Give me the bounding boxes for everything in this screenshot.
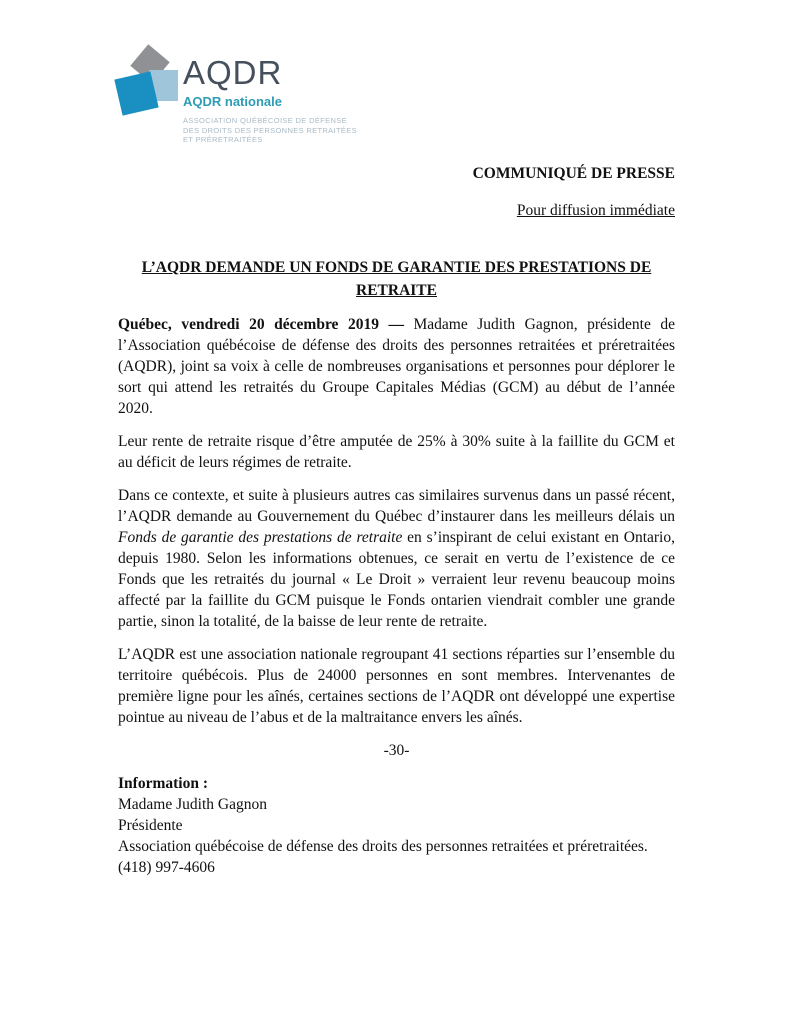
paragraph-text: Dans ce contexte, et suite à plusieurs autres cas similaires survenus dans un passé récent, l’AQDR demande au Gouvernement du Québec d’instaurer dans les meilleurs délais un xyxy=(118,487,675,525)
fund-name-italic: Fonds de garantie des prestations de retraite xyxy=(118,529,403,546)
logo-tagline-line: ET PRÉRETRAITÉES xyxy=(183,135,263,144)
end-of-release-mark: -30- xyxy=(383,742,410,759)
logo-tagline xyxy=(183,116,357,145)
contact-block xyxy=(118,773,675,878)
headline: L’AQDR DEMANDE UN FONDS DE GARANTIE DES PRESTATIONS DE RETRAITE xyxy=(141,259,652,299)
logo-tagline-line: DES DROITS DES PERSONNES RETRAITÉES xyxy=(183,125,357,135)
paragraph-text: en s’inspirant de celui existant en Ontario, depuis 1980. Selon les informations obtenues, ce serait en vertu de l’existence de ce Fonds que les retraités du journal « Le Droit » verraient leur revenu beaucoup moins affecté par la faillite du GCM puisque le Fonds ontarien viendrait combler une grande partie, sinon la totalité, de la baisse de leur rente de retraite. xyxy=(118,529,675,630)
body-paragraph-3 xyxy=(118,485,675,632)
logo-blue-square-icon xyxy=(114,71,158,115)
contact-phone: (418) 997-4606 xyxy=(118,859,215,876)
logo-subtitle: AQDR nationale xyxy=(183,94,282,109)
body-paragraph-2: Leur rente de retraite risque d’être amputée de 25% à 30% suite à la faillite du GCM et au déficit de leurs régimes de retraite. xyxy=(118,433,675,471)
logo-tagline-line: ASSOCIATION QUÉBÉCOISE DE DÉFENSE xyxy=(183,116,347,125)
paragraph-text: Madame Judith Gagnon, présidente de l’Association québécoise de défense des droits des personnes retraitées et préretraitées (AQDR), joint sa voix à celle de nombreuses organisations et personnes pour déplorer le sort qui attend les retraités du Groupe Capitales Médias (GCM) au début de l’année 2020. xyxy=(118,316,675,417)
contact-title: Présidente xyxy=(118,817,183,834)
logo-text xyxy=(183,54,357,145)
logo-mark xyxy=(115,48,181,126)
press-release-kicker: COMMUNIQUÉ DE PRESSE xyxy=(472,165,675,182)
contact-org: Association québécoise de défense des droits des personnes retraitées et préretraitées. xyxy=(118,838,648,855)
contact-name: Madame Judith Gagnon xyxy=(118,796,267,813)
body-paragraph-4: L’AQDR est une association nationale regroupant 41 sections réparties sur l’ensemble du territoire québécois. Plus de 24000 personnes en sont membres. Intervenantes de première ligne pour les aînés, certaines sections de l’AQDR ont développé une expertise pointue au niveau de l’abus et de la maltraitance envers les aînés. xyxy=(118,646,675,726)
contact-heading: Information : xyxy=(118,775,208,792)
aqdr-logo xyxy=(115,48,357,145)
body-paragraph-1 xyxy=(118,314,675,419)
release-timing-note: Pour diffusion immédiate xyxy=(516,202,675,219)
dateline: Québec, vendredi 20 décembre 2019 — xyxy=(118,316,404,333)
logo-acronym: AQDR xyxy=(183,54,283,91)
